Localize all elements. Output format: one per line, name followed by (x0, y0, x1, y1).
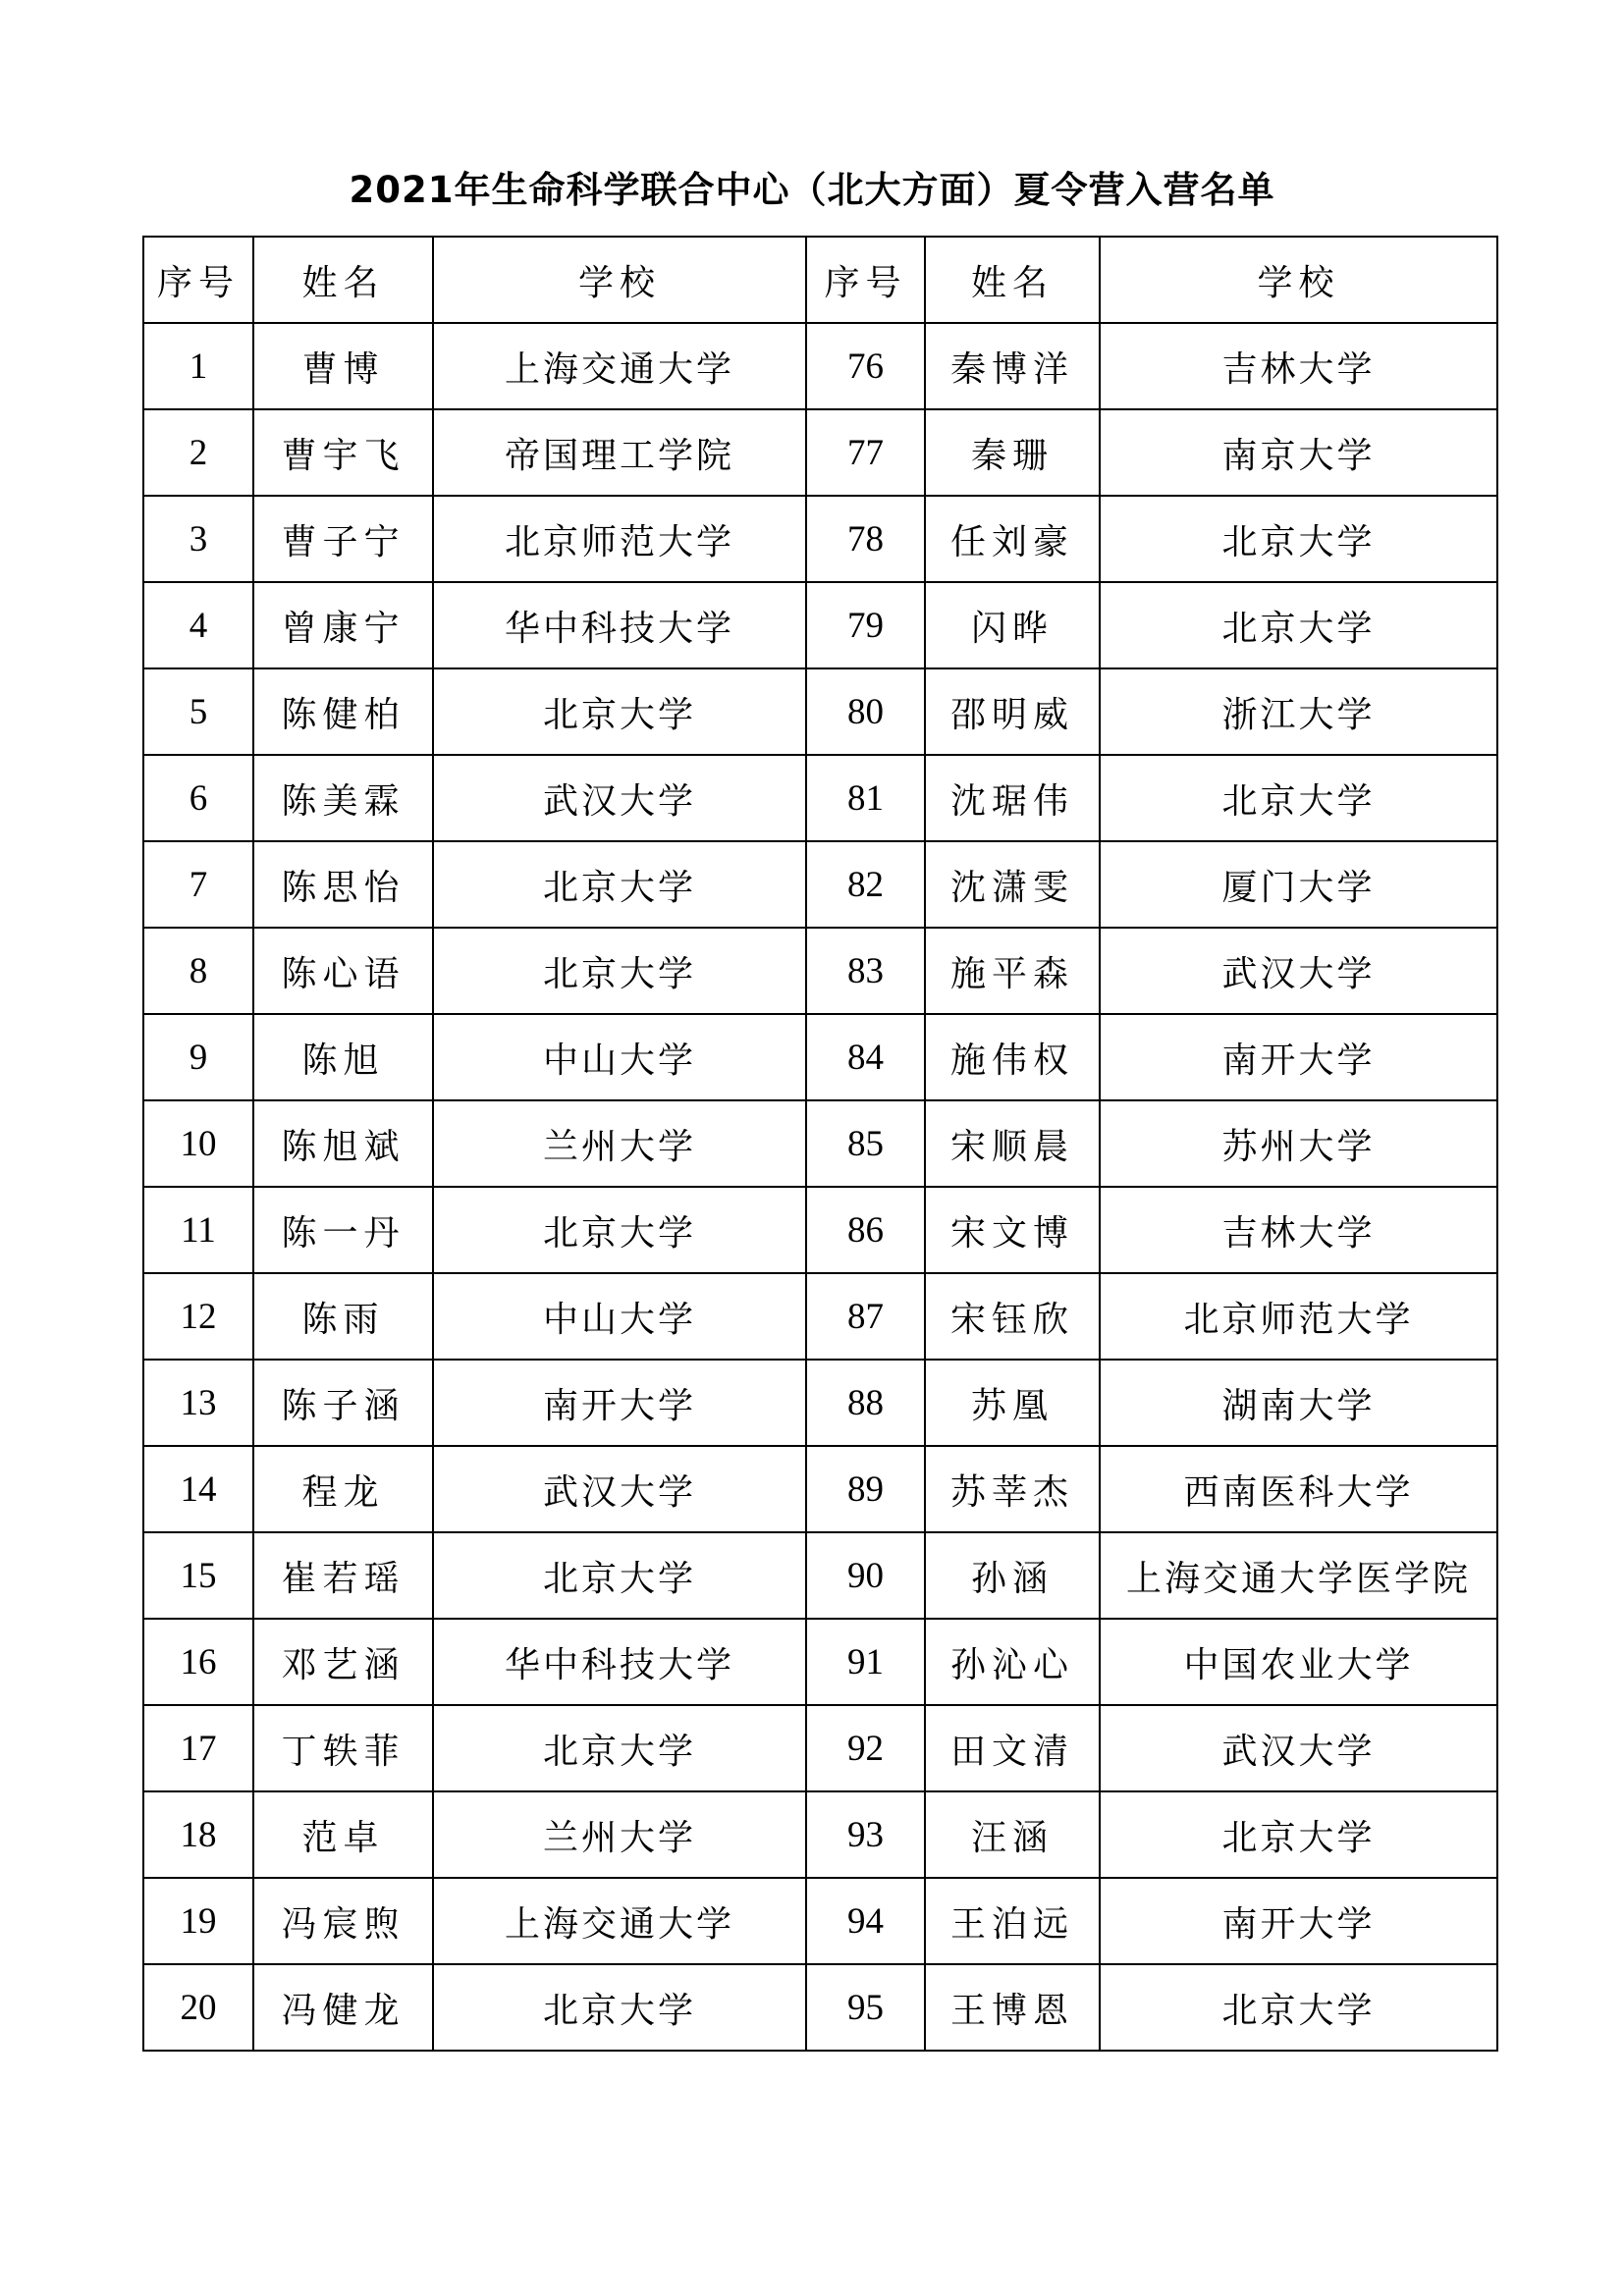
row-number-right: 92 (806, 1705, 925, 1791)
school-name-left: 上海交通大学 (433, 1878, 806, 1964)
row-number-right: 80 (806, 668, 925, 755)
row-number-left: 4 (143, 582, 253, 668)
header-school-right: 学校 (1100, 237, 1497, 323)
student-name-left: 崔若瑶 (253, 1532, 433, 1619)
student-name-right: 秦珊 (925, 409, 1100, 496)
student-name-right: 施平森 (925, 928, 1100, 1014)
row-number-left: 3 (143, 496, 253, 582)
student-name-left: 丁轶菲 (253, 1705, 433, 1791)
student-name-left: 陈子涵 (253, 1360, 433, 1446)
table-row (143, 1014, 1497, 1100)
student-name-right: 孙涵 (925, 1532, 1100, 1619)
row-number-right: 93 (806, 1791, 925, 1878)
table-row (143, 496, 1497, 582)
student-name-left: 冯宸煦 (253, 1878, 433, 1964)
row-number-left: 20 (143, 1964, 253, 2051)
student-name-left: 陈雨 (253, 1273, 433, 1360)
school-name-right: 北京大学 (1100, 1964, 1497, 2051)
school-name-right: 上海交通大学医学院 (1100, 1532, 1497, 1619)
school-name-left: 帝国理工学院 (433, 409, 806, 496)
student-name-right: 王博恩 (925, 1964, 1100, 2051)
row-number-left: 8 (143, 928, 253, 1014)
row-number-left: 18 (143, 1791, 253, 1878)
row-number-left: 2 (143, 409, 253, 496)
table-row (143, 1446, 1497, 1532)
student-name-right: 王泊远 (925, 1878, 1100, 1964)
school-name-left: 中山大学 (433, 1014, 806, 1100)
school-name-left: 武汉大学 (433, 1446, 806, 1532)
table-row (143, 1878, 1497, 1964)
row-number-right: 86 (806, 1187, 925, 1273)
student-name-right: 沈潇雯 (925, 841, 1100, 928)
school-name-right: 厦门大学 (1100, 841, 1497, 928)
table-row (143, 1532, 1497, 1619)
table-row (143, 928, 1497, 1014)
school-name-left: 北京大学 (433, 1532, 806, 1619)
row-number-left: 16 (143, 1619, 253, 1705)
student-name-right: 秦博洋 (925, 323, 1100, 409)
student-name-left: 冯健龙 (253, 1964, 433, 2051)
table-row (143, 582, 1497, 668)
school-name-right: 武汉大学 (1100, 928, 1497, 1014)
roster-table (142, 236, 1498, 2052)
table-row (143, 1100, 1497, 1187)
school-name-right: 吉林大学 (1100, 1187, 1497, 1273)
school-name-left: 中山大学 (433, 1273, 806, 1360)
student-name-right: 宋钰欣 (925, 1273, 1100, 1360)
row-number-left: 19 (143, 1878, 253, 1964)
student-name-right: 孙沁心 (925, 1619, 1100, 1705)
school-name-left: 南开大学 (433, 1360, 806, 1446)
school-name-right: 浙江大学 (1100, 668, 1497, 755)
page-title: 2021年生命科学联合中心（北大方面）夏令营入营名单 (349, 169, 1275, 211)
student-name-left: 程龙 (253, 1446, 433, 1532)
row-number-right: 90 (806, 1532, 925, 1619)
row-number-left: 1 (143, 323, 253, 409)
student-name-right: 田文清 (925, 1705, 1100, 1791)
school-name-left: 华中科技大学 (433, 582, 806, 668)
student-name-left: 范卓 (253, 1791, 433, 1878)
header-school-left: 学校 (433, 237, 806, 323)
header-no-left: 序号 (143, 237, 253, 323)
student-name-left: 陈健柏 (253, 668, 433, 755)
row-number-left: 17 (143, 1705, 253, 1791)
school-name-left: 北京大学 (433, 841, 806, 928)
header-no-right: 序号 (806, 237, 925, 323)
student-name-left: 陈旭 (253, 1014, 433, 1100)
roster-body (143, 323, 1497, 2051)
table-row (143, 1360, 1497, 1446)
table-row (143, 323, 1497, 409)
row-number-right: 77 (806, 409, 925, 496)
school-name-left: 兰州大学 (433, 1791, 806, 1878)
school-name-left: 北京大学 (433, 1964, 806, 2051)
school-name-right: 湖南大学 (1100, 1360, 1497, 1446)
student-name-left: 曹博 (253, 323, 433, 409)
school-name-left: 上海交通大学 (433, 323, 806, 409)
row-number-right: 76 (806, 323, 925, 409)
school-name-left: 北京大学 (433, 928, 806, 1014)
table-row (143, 1619, 1497, 1705)
row-number-left: 7 (143, 841, 253, 928)
school-name-left: 北京大学 (433, 1187, 806, 1273)
student-name-left: 邓艺涵 (253, 1619, 433, 1705)
header-row (143, 237, 1497, 323)
row-number-right: 83 (806, 928, 925, 1014)
row-number-right: 85 (806, 1100, 925, 1187)
school-name-right: 北京大学 (1100, 755, 1497, 841)
table-row (143, 1273, 1497, 1360)
row-number-left: 11 (143, 1187, 253, 1273)
school-name-left: 武汉大学 (433, 755, 806, 841)
student-name-left: 曾康宁 (253, 582, 433, 668)
school-name-left: 北京师范大学 (433, 496, 806, 582)
school-name-right: 北京大学 (1100, 1791, 1497, 1878)
row-number-right: 79 (806, 582, 925, 668)
row-number-left: 13 (143, 1360, 253, 1446)
school-name-left: 兰州大学 (433, 1100, 806, 1187)
row-number-right: 94 (806, 1878, 925, 1964)
row-number-right: 78 (806, 496, 925, 582)
school-name-right: 北京大学 (1100, 496, 1497, 582)
row-number-right: 88 (806, 1360, 925, 1446)
student-name-right: 苏凰 (925, 1360, 1100, 1446)
table-row (143, 841, 1497, 928)
student-name-left: 曹宇飞 (253, 409, 433, 496)
school-name-right: 吉林大学 (1100, 323, 1497, 409)
student-name-left: 陈旭斌 (253, 1100, 433, 1187)
table-row (143, 668, 1497, 755)
school-name-right: 西南医科大学 (1100, 1446, 1497, 1532)
student-name-left: 陈心语 (253, 928, 433, 1014)
student-name-left: 陈思怡 (253, 841, 433, 928)
school-name-right: 南开大学 (1100, 1878, 1497, 1964)
row-number-right: 87 (806, 1273, 925, 1360)
row-number-right: 91 (806, 1619, 925, 1705)
school-name-left: 北京大学 (433, 1705, 806, 1791)
table-row (143, 1187, 1497, 1273)
student-name-right: 宋文博 (925, 1187, 1100, 1273)
table-row (143, 1964, 1497, 2051)
school-name-right: 武汉大学 (1100, 1705, 1497, 1791)
student-name-right: 邵明威 (925, 668, 1100, 755)
row-number-left: 12 (143, 1273, 253, 1360)
table-row (143, 1705, 1497, 1791)
student-name-right: 施伟权 (925, 1014, 1100, 1100)
school-name-right: 苏州大学 (1100, 1100, 1497, 1187)
school-name-right: 南开大学 (1100, 1014, 1497, 1100)
student-name-left: 陈美霖 (253, 755, 433, 841)
row-number-left: 9 (143, 1014, 253, 1100)
row-number-left: 10 (143, 1100, 253, 1187)
row-number-left: 15 (143, 1532, 253, 1619)
row-number-right: 95 (806, 1964, 925, 2051)
student-name-right: 汪涵 (925, 1791, 1100, 1878)
student-name-left: 曹子宁 (253, 496, 433, 582)
school-name-right: 北京大学 (1100, 582, 1497, 668)
student-name-right: 宋顺晨 (925, 1100, 1100, 1187)
row-number-right: 89 (806, 1446, 925, 1532)
row-number-left: 6 (143, 755, 253, 841)
student-name-right: 沈琚伟 (925, 755, 1100, 841)
row-number-right: 82 (806, 841, 925, 928)
student-name-left: 陈一丹 (253, 1187, 433, 1273)
header-name-left: 姓名 (253, 237, 433, 323)
student-name-right: 闪晔 (925, 582, 1100, 668)
school-name-left: 北京大学 (433, 668, 806, 755)
table-row (143, 1791, 1497, 1878)
school-name-left: 华中科技大学 (433, 1619, 806, 1705)
school-name-right: 中国农业大学 (1100, 1619, 1497, 1705)
row-number-right: 81 (806, 755, 925, 841)
header-name-right: 姓名 (925, 237, 1100, 323)
student-name-right: 苏莘杰 (925, 1446, 1100, 1532)
school-name-right: 南京大学 (1100, 409, 1497, 496)
table-row (143, 409, 1497, 496)
table-row (143, 755, 1497, 841)
row-number-right: 84 (806, 1014, 925, 1100)
school-name-right: 北京师范大学 (1100, 1273, 1497, 1360)
row-number-left: 14 (143, 1446, 253, 1532)
row-number-left: 5 (143, 668, 253, 755)
student-name-right: 任刘豪 (925, 496, 1100, 582)
